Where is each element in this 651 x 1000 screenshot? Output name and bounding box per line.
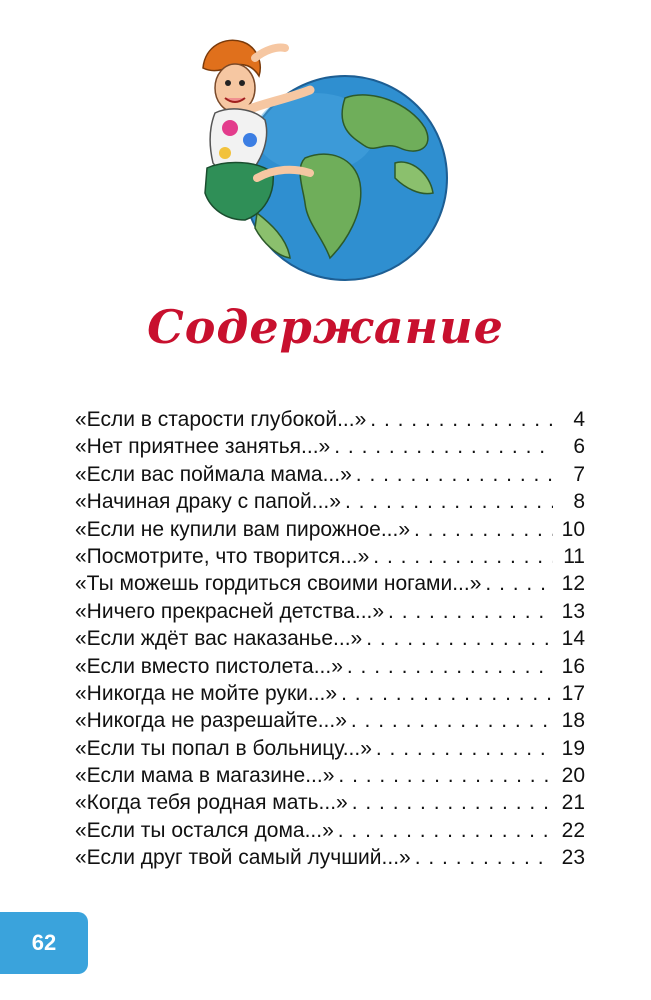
toc-label: «Ты можешь гордиться своими ногами...»	[75, 572, 482, 596]
toc-page: 23	[561, 846, 585, 870]
boy-arm	[255, 47, 285, 58]
toc-page: 11	[563, 544, 585, 568]
toc-label: «Если вас поймала мама...»	[75, 462, 352, 486]
toc-label: «Если в старости глубокой...»	[75, 408, 367, 431]
table-of-contents	[75, 406, 585, 872]
list-item[interactable]	[75, 625, 585, 652]
list-item[interactable]	[75, 707, 585, 734]
toc-label: «Никогда не мойте руки...»	[75, 681, 338, 705]
list-item[interactable]	[75, 543, 585, 570]
toc-page: 12	[561, 572, 585, 596]
toc-page: 17	[561, 681, 585, 705]
toc-page: 8	[573, 490, 585, 514]
toc-label: «Если ты остался дома...»	[75, 818, 334, 842]
toc-label: «Нет приятнее занятья...»	[75, 435, 331, 459]
toc-page: 22	[561, 818, 585, 842]
toc-page: 13	[561, 599, 585, 623]
toc-page: 19	[561, 736, 585, 760]
list-item[interactable]	[75, 598, 585, 625]
toc-page: 16	[561, 654, 585, 678]
toc-label: «Когда тебя родная мать...»	[75, 791, 348, 815]
toc-page: 10	[561, 517, 585, 541]
toc-label: «Начиная драку с папой...»	[75, 490, 341, 514]
list-item[interactable]	[75, 406, 585, 433]
list-item[interactable]	[75, 762, 585, 789]
list-item[interactable]	[75, 653, 585, 680]
list-item[interactable]	[75, 789, 585, 816]
list-item[interactable]	[75, 844, 585, 871]
page-number-badge: 62	[0, 912, 88, 974]
toc-page: 21	[561, 791, 585, 815]
list-item[interactable]	[75, 570, 585, 597]
toc-label: «Если не купили вам пирожное...»	[75, 517, 411, 541]
page-title: Содержание	[147, 300, 504, 354]
toc-label: «Посмотрите, что творится...»	[75, 544, 370, 568]
list-item[interactable]	[75, 461, 585, 488]
toc-page: 20	[561, 764, 585, 788]
toc-label: «Если друг твой самый лучший...»	[75, 846, 411, 870]
list-item[interactable]	[75, 735, 585, 762]
list-item[interactable]	[75, 680, 585, 707]
toc-page: 14	[561, 627, 585, 651]
toc-label: «Никогда не разрешайте...»	[75, 709, 347, 733]
toc-page: 18	[561, 709, 585, 733]
toc-label: «Если мама в магазине...»	[75, 764, 335, 788]
globe-boy-illustration	[195, 28, 460, 283]
toc-page: 7	[573, 462, 585, 486]
list-item[interactable]	[75, 488, 585, 515]
list-item[interactable]	[75, 817, 585, 844]
toc-page: 4	[573, 408, 585, 431]
list-item[interactable]	[75, 433, 585, 460]
toc-label: «Ничего прекрасней детства...»	[75, 599, 385, 623]
toc-label: «Если вместо пистолета...»	[75, 654, 343, 678]
toc-page: 6	[573, 435, 585, 459]
list-item[interactable]	[75, 516, 585, 543]
toc-label: «Если ждёт вас наказанье...»	[75, 627, 363, 651]
toc-label: «Если ты попал в больницу...»	[75, 736, 372, 760]
